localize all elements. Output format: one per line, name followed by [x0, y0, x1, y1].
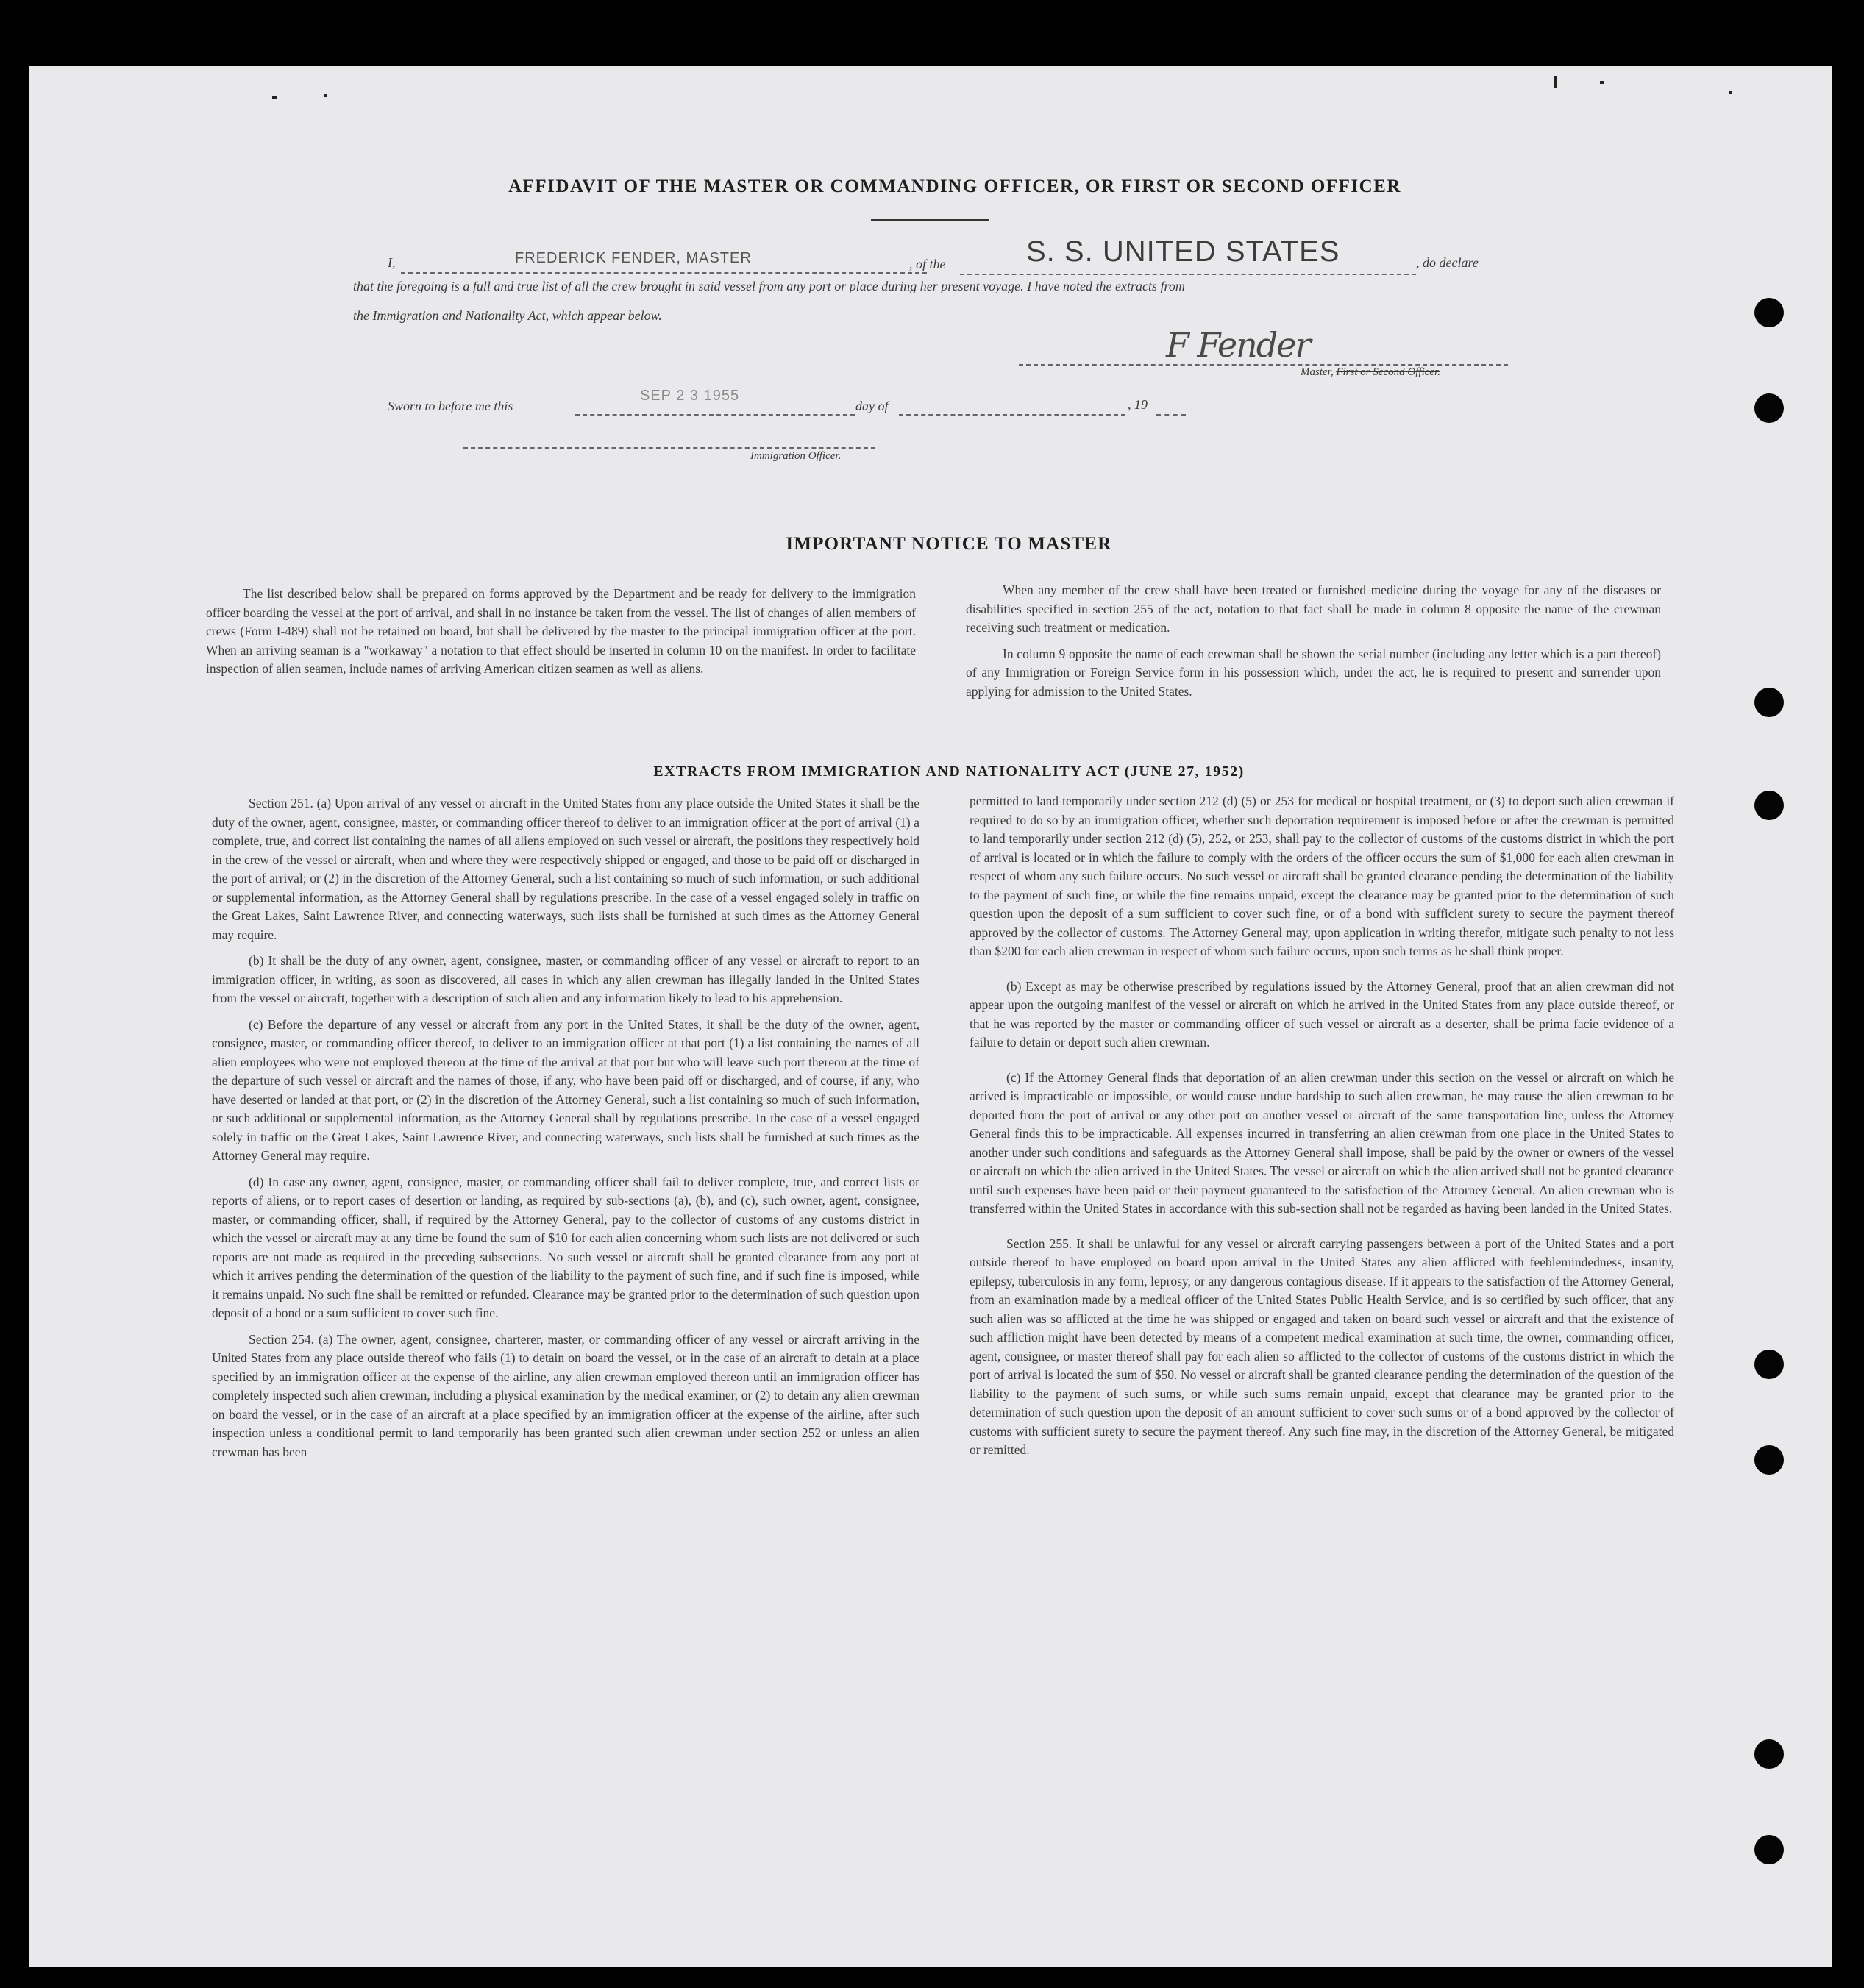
scan-speck: [272, 96, 277, 99]
binder-hole: [1754, 1350, 1784, 1379]
scan-speck: [1554, 76, 1557, 88]
extracts-right-column: [970, 792, 1674, 1467]
year-line: [1156, 401, 1186, 416]
sworn-label: Sworn to before me this: [388, 399, 513, 413]
section-254-b: (b) Except as may be otherwise prescribed by regulations issued by the Attorney General, proof that an alien crewman did not appear upon the outgoing manifest of the vessel or aircraft on which he arrived in the United States from any place outside thereof, or that he was reported by the master or commanding officer of such vessel or aircraft as a deserter, shall be prima facie evidence of a failure to detain or deport such alien crewman.: [970, 978, 1674, 1050]
of-the-label: , of the: [909, 257, 946, 271]
master-signature: F Fender: [1166, 325, 1310, 365]
section-251-b: (b) It shall be the duty of any owner, agent, consignee, master, or commanding officer of any vessel or aircraft to report to an immigration officer, in writing, as soon as discovered, all cases in which any alien crewman has illegally landed in the United States from the vessel or aircraft, together with a description of such alien and any information likely to lead to his apprehension.: [212, 953, 919, 1005]
section-254-a-continued: permitted to land temporarily under section 212 (d) (5) or 253 for medical or hospital treatment, or (3) to deport such alien crewman if required to do so by an immigration officer, whether such deportation requirement is imposed before or after the crewman is permitted to land temporarily under section 212 (d) (5), 252, or 253, shall pay to the collector of customs of the customs district in which the port of arrival is located or in which the failure to comply with the orders of the officer occurs the sum of $1,000 for each alien crewman in respect of whom any such failure occurs. No such vessel or aircraft shall be granted clearance pending the determination of the liability to the payment of such fine, or while the fine remains unpaid, except the clearance may be granted prior to the determination of such question upon the deposit of a sum sufficient to cover such fine, or of a bond with sufficient surety to secure the payment thereof approved by the collector of customs. The Attorney General may, upon application in writing therefor, mitigate such penalty to not less than $200 for each alien crewman in respect of whom such failure occurs, upon such terms as he shall think proper.: [970, 794, 1674, 958]
section-251-c: (c) Before the departure of any vessel or aircraft from any port in the United States, it shall be the duty of the owner, agent, consignee, master, or commanding officer thereof, to deliver to an immigration officer at that port (1) a list containing the names of all alien employees who were not employed thereon at the time of the arrival at that port but who will leave such port thereon at the time of the departure of such vessel or aircraft and the names of those, if any, who have been paid off or discharged, and of course, if any, who have deserted or landed at that port, or (2) in the discretion of the Attorney General, such a list containing so much of such information, or such additional or supplemental information, as the Attorney General shall by regulations prescribe. In the case of a vessel engaged solely in traffic on the Great Lakes, Saint Lawrence River, and connecting waterways, such lists shall be furnished at such times as the Attorney General may require.: [212, 1016, 919, 1163]
binder-hole: [1754, 1835, 1784, 1864]
binder-hole: [1754, 1739, 1784, 1769]
day-of-label: day of: [855, 399, 889, 413]
signature-caption: [1301, 366, 1440, 379]
caption-master: Master,: [1301, 366, 1334, 378]
notice-right-paragraph-1: When any member of the crew shall have been treated or furnished medicine during the voyage for any of the diseases or disabilities specified in section 255 of the act, notation to that fact shall be made in column 8 opposite the name of the crewman receiving such treatment or medication.: [966, 582, 1661, 635]
binder-hole: [1754, 393, 1784, 423]
title-underline: [871, 219, 989, 221]
declarant-name: FREDERICK FENDER, MASTER: [515, 250, 752, 266]
vessel-name: S. S. UNITED STATES: [1026, 235, 1340, 268]
year-label: , 19: [1128, 397, 1148, 412]
binder-hole: [1754, 298, 1784, 327]
do-declare-label: , do declare: [1416, 255, 1479, 270]
section-254-c: (c) If the Attorney General finds that deportation of an alien crewman under this section on the vessel or aircraft on which he arrived is impracticable or impossible, or would cause undue hardship to such alien crewman, he may cause the alien crewman to be deported from the port of arrival or any other port on another vessel or aircraft of the same transportation line, unless the Attorney General finds this to be impracticable. All expenses incurred in transferring an alien crewman from one place in the United States to another under such conditions and safeguards as the Attorney General shall impose, shall be paid by the owner or owners of the vessel or aircraft on which the alien arrived in the United States. The vessel or aircraft on which the alien arrived shall not be granted clearance until such expenses have been paid or their payment guaranteed to the satisfaction of the Attorney General. An alien crewman who is transferred within the United States in accordance with this sub-section shall not be regarded as having been landed in the United States.: [970, 1069, 1674, 1216]
notice-right-paragraph-2: In column 9 opposite the name of each crewman shall be shown the serial number (including any letter which is a part thereof) of any Immigration or Foreign Service form in his possession which, under the act, he is required to present and surrender upon applying for admission to the United States.: [966, 646, 1661, 699]
extracts-title: EXTRACTS FROM IMMIGRATION AND NATIONALITY ACT (JUNE 27, 1952): [653, 763, 1245, 780]
notice-title: IMPORTANT NOTICE TO MASTER: [786, 534, 1112, 554]
month-line: [899, 401, 1125, 416]
section-251-d: (d) In case any owner, agent, consignee, master, or commanding officer shall fail to deliver complete, true, and correct lists or reports of aliens, or to report cases of desertion or landing, as required by sub-sections (a), (b), and (c), such owner, agent, consignee, master, or commanding officer, shall, if required by the Attorney General, pay to the collector of customs of any customs district in which the vessel or aircraft may at any time be found the sum of $10 for each alien concerning whom such lists are not delivered or such reports are not made as required in the preceding subsections. No such vessel or aircraft shall be granted clearance from any port at which it arrives pending the determination of the question of the liability to the payment of such fine, and if such fine is imposed, while it remains unpaid. No such fine shall be remitted or refunded. Clearance may be granted prior to the determination of such question upon deposit of a bond or a sum sufficient to cover such fine.: [212, 1174, 919, 1320]
notice-left-paragraph: The list described below shall be prepared on forms approved by the Department and be ready for delivery to the immigration officer boarding the vessel at the port of arrival, and shall in no instance be taken from the vessel. The list of changes of alien members of crews (Form I-489) shall not be retained on board, but shall be delivered by the master to the principal immigration officer at the port. When an arriving seaman is a "workaway" a notation to that effect should be inserted in column 10 on the manifest. In order to facilitate inspection of alien seamen, include names of arriving American citizen seamen as well as aliens.: [206, 586, 916, 676]
extracts-left-column: [212, 794, 919, 1469]
binder-hole: [1754, 688, 1784, 717]
section-255: Section 255. It shall be unlawful for any vessel or aircraft carrying passengers between a port of the United States and a port outside thereof to have employed on board upon arrival in the United States any alien afflicted with feeblemindedness, insanity, epilepsy, tuberculosis in any form, leprosy, or any dangerous contagious disease. If it appears to the satisfaction of the Attorney General, from an examination made by a medical officer of the United States Public Health Service, and is so certified by such officer, that any such alien was so afflicted at the time he was shipped or engaged and taken on board such vessel or aircraft and that the existence of such affliction might have been detected by means of a competent medical examination at such time, the owner, commanding officer, agent, consignee, or master thereof shall pay for each alien so afflicted to the collector of customs of the customs district in which the port of arrival is located the sum of $50. No vessel or aircraft shall be granted clearance pending the determination of the question of the liability to the payment of such sums, or while such sums remain unpaid, except that clearance may be granted prior to the determination of such question upon the deposit of an amount sufficient to cover such sums or of a bond approved by the collector of customs with sufficient surety to secure the payment thereof. Any such fine may, in the discretion of the Attorney General, be mitigated or remitted.: [970, 1236, 1674, 1457]
binder-hole: [1754, 1445, 1784, 1475]
caption-struck-officer: First or Second Officer.: [1336, 366, 1440, 378]
immigration-officer-line: [463, 434, 875, 449]
section-254-a: Section 254. (a) The owner, agent, consignee, charterer, master, or commanding officer of any vessel or aircraft arriving in the United States from any place outside thereof who fails (1) to detain on board the vessel, or in the case of an aircraft to detain at a place specified by an immigration officer at the expense of the airline, any alien crewman employed thereon until an immigration officer has completely inspected such alien crewman, including a physical examination by the medical examiner, or (2) to detain any alien crewman on board the vessel, or in the case of an aircraft at a place specified by an immigration officer at the expense of the airline, after such inspection unless a conditional permit to land temporarily has been granted such alien crewman under section 252 or unless an alien crewman has been: [212, 1331, 919, 1459]
declaration-line-3: the Immigration and Nationality Act, which appear below.: [353, 308, 662, 323]
section-251-a: Section 251. (a) Upon arrival of any vessel or aircraft in the United States from any place outside the United States it shall be the duty of the owner, agent, consignee, master, or commanding officer thereof to deliver to an immigration officer at the port of arrival (1) a complete, true, and correct list containing the names of all aliens employed on such vessel or aircraft, the positions they respectively hold in the crew of the vessel or aircraft, when and where they were respectively shipped or engaged, and those to be paid off or discharged in the port of arrival; or (2) in the discretion of the Attorney General, such a list containing so much of such information, or such additional or supplemental information, as the Attorney General shall by regulations prescribe. In the case of a vessel engaged solely in traffic on the Great Lakes, Saint Lawrence River, and connecting waterways, such lists shall be furnished at such times as the Attorney General may require.: [212, 796, 919, 942]
document-page: [29, 66, 1832, 1967]
affidavit-title: AFFIDAVIT OF THE MASTER OR COMMANDING OFFICER, OR FIRST OR SECOND OFFICER: [508, 177, 1401, 196]
notice-left-column: [206, 585, 916, 686]
scan-speck: [324, 94, 327, 97]
scan-speck: [1600, 81, 1604, 84]
declaration-line-2: that the foregoing is a full and true list of all the crew brought in said vessel from any port or place during her present voyage. I have noted the extracts from: [353, 279, 1185, 293]
sworn-date-stamp: SEP 2 3 1955: [640, 388, 740, 404]
scan-speck: [1729, 91, 1732, 94]
binder-hole: [1754, 791, 1784, 820]
i-label: I,: [388, 255, 396, 270]
notice-right-column: [966, 581, 1661, 708]
immigration-officer-caption: Immigration Officer.: [750, 450, 842, 462]
